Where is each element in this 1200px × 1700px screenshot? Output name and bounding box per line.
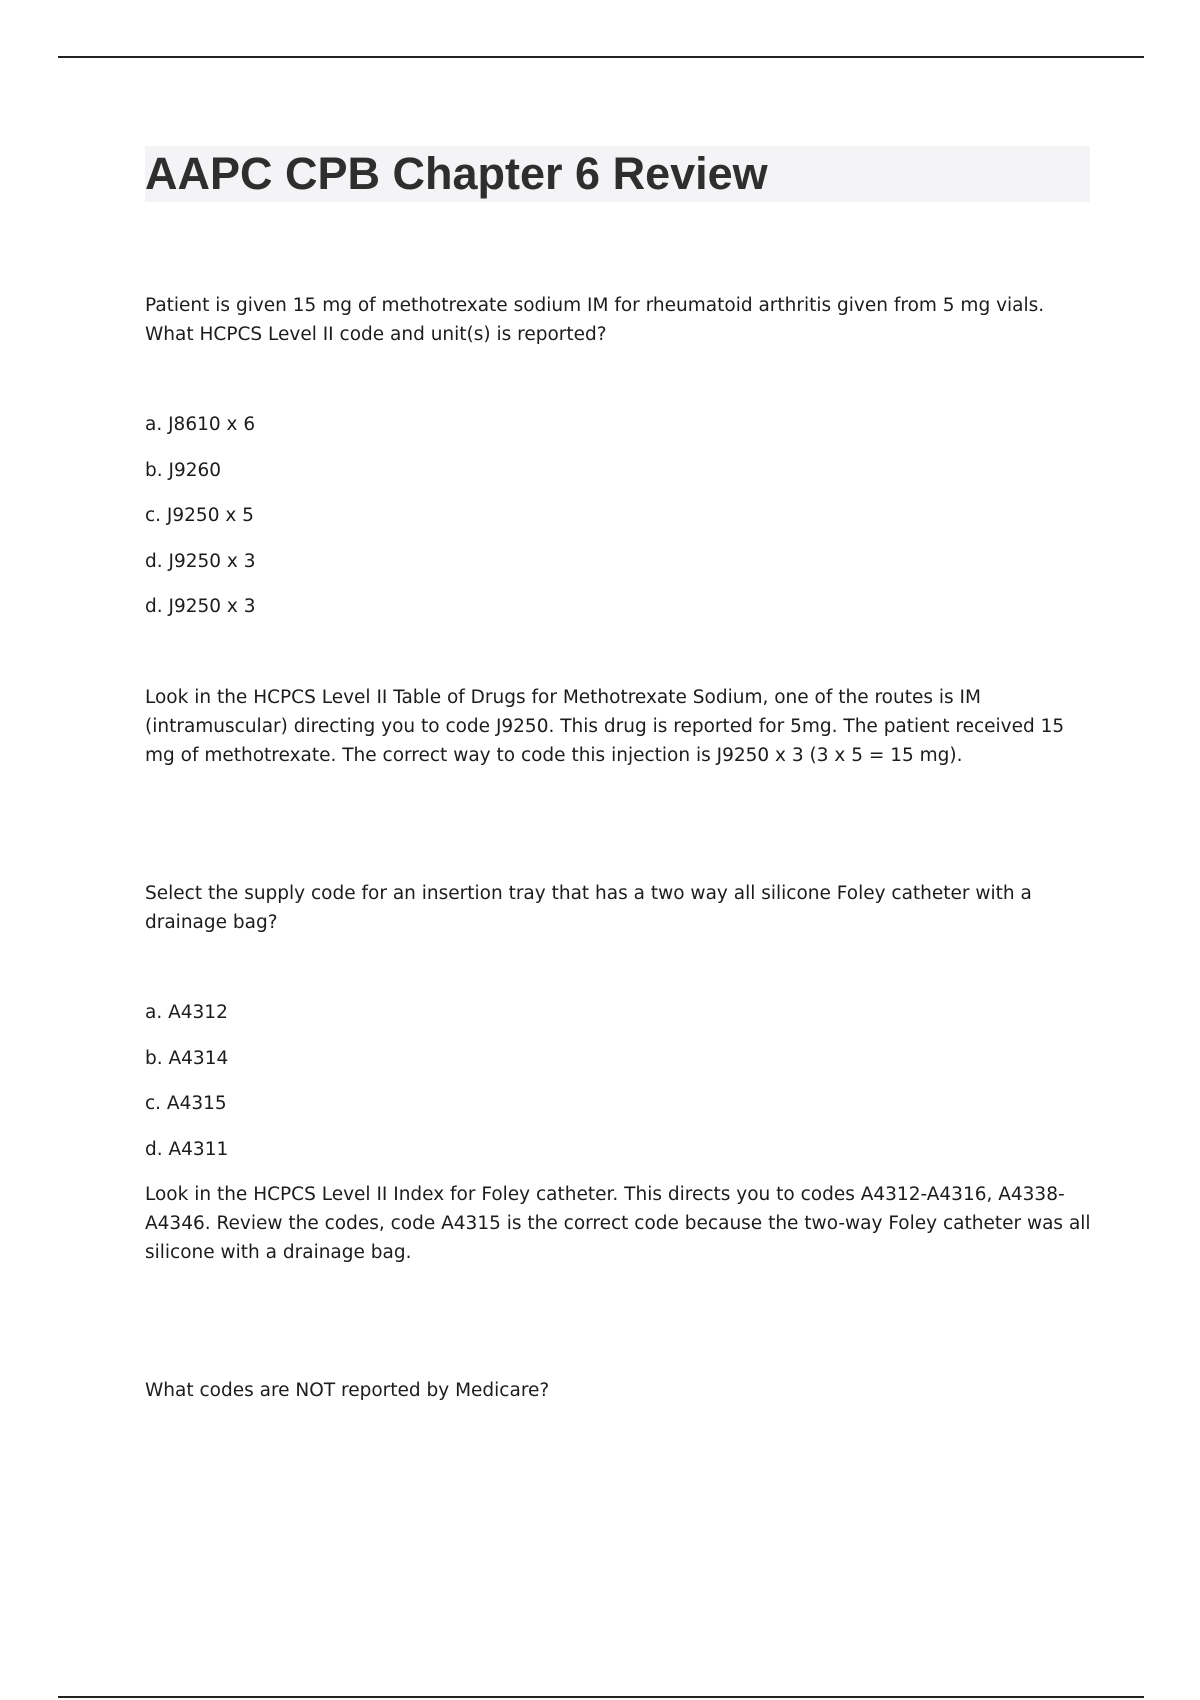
header-rule [58,56,1144,58]
question-2-option-a: a. A4312 [145,1002,228,1023]
question-1-explanation: Look in the HCPCS Level II Table of Drugs for Methotrexate Sodium, one of the routes is IM (intramuscular) directing you to code J9250. This drug is reported for 5mg. The patient received 15 mg of methotrexate. The correct way to code this injection is J9250 x 3 (3 x 5 = 15 mg). [145,687,1065,766]
question-2-option-c: c. A4315 [145,1093,227,1114]
question-2-text: Select the supply code for an insertion tray that has a two way all silicone Foley catheter with a drainage bag? [145,883,1032,933]
question-2-option-d: d. A4311 [145,1139,229,1160]
question-2-explanation: Look in the HCPCS Level II Index for Foley catheter. This directs you to codes A4312-A4316, A4338-A4346. Review the codes, code A4315 is the correct code because the two-way Foley catheter was all silicone with a drainage bag. [145,1184,1091,1263]
question-1-option-c: c. J9250 x 5 [145,505,254,526]
question-1-answer: d. J9250 x 3 [145,596,256,617]
question-1-text: Patient is given 15 mg of methotrexate sodium IM for rheumatoid arthritis given from 5 mg vials. What HCPCS Level II code and unit(s) is reported? [145,295,1045,345]
footer-rule [58,1696,1144,1698]
question-2-option-b: b. A4314 [145,1048,229,1069]
question-3-text: What codes are NOT reported by Medicare? [145,1380,550,1401]
question-1-option-d: d. J9250 x 3 [145,551,256,572]
question-1-option-b: b. J9260 [145,460,222,481]
page-title: AAPC CPB Chapter 6 Review [145,148,768,199]
question-1-option-a: a. J8610 x 6 [145,414,256,435]
